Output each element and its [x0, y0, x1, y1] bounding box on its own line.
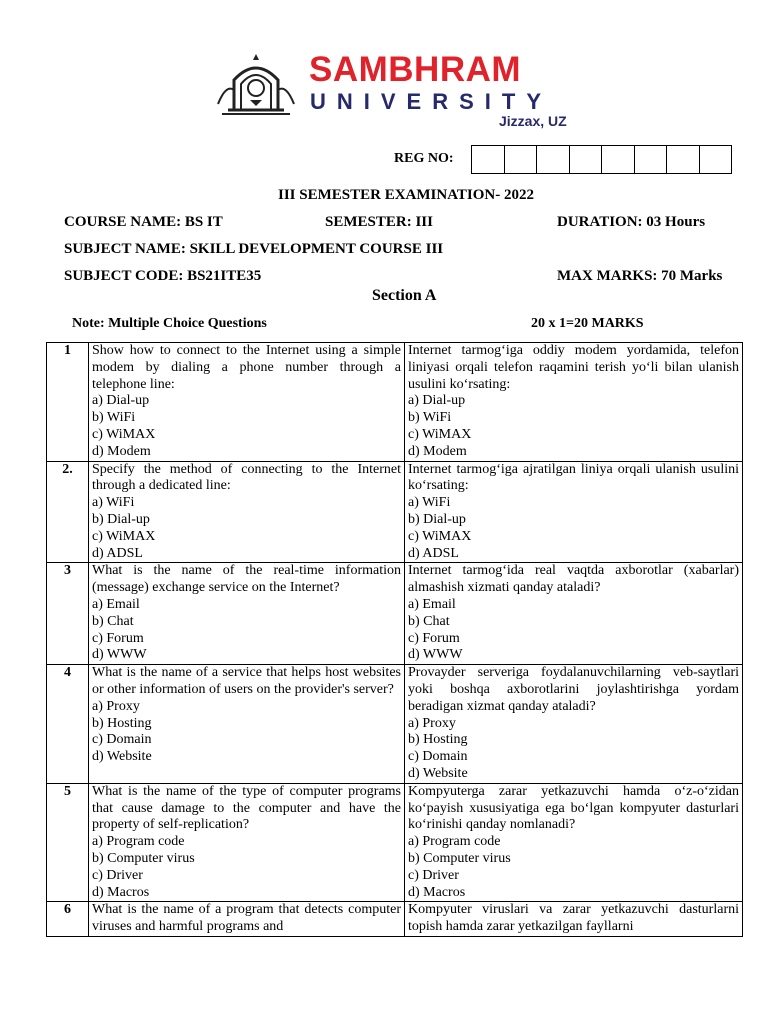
- option: a) WiFi: [408, 495, 451, 511]
- question-text: Show how to connect to the Internet using a simple modem by dialing a phone number through a telephone line:: [92, 343, 401, 392]
- question-uzbek: [405, 902, 743, 937]
- subject-name: SUBJECT NAME: SKILL DEVELOPMENT COURSE III: [64, 241, 444, 257]
- exam-title: III SEMESTER EXAMINATION- 2022: [278, 187, 535, 203]
- table-row: [47, 902, 743, 937]
- question-text: Internet tarmog‘iga ajratilgan liniya orqali ulanish usulini ko‘rsating:: [408, 461, 739, 494]
- question-number: 6: [47, 902, 89, 937]
- question-text: Kompyuter viruslari va zarar yetkazuvchi dasturlarni topish hamda zarar yetkazilgan fayllarni: [408, 902, 739, 935]
- question-english: [89, 343, 405, 462]
- option: c) Forum: [408, 630, 460, 646]
- question-text: Specify the method of connecting to the Internet through a dedicated line:: [92, 461, 401, 494]
- option: a) Program code: [92, 834, 185, 850]
- question-text: Internet tarmog‘ida real vaqtda axborotlar (xabarlar) almashish xizmati qanday ataladi?: [408, 563, 739, 596]
- questions-table: [46, 342, 743, 937]
- option: c) WiMAX: [92, 426, 156, 442]
- option: b) Dial-up: [92, 511, 150, 527]
- university-location: Jizzax, UZ: [499, 113, 567, 129]
- option: a) Dial-up: [408, 393, 466, 409]
- question-text: What is the name of the real-time information (message) exchange service on the Internet?: [92, 563, 401, 596]
- option: b) WiFi: [92, 410, 136, 426]
- question-uzbek: [405, 783, 743, 902]
- option: b) WiFi: [408, 410, 452, 426]
- option: d) ADSL: [92, 545, 143, 561]
- option: c) Domain: [408, 749, 468, 765]
- question-number: 4: [47, 665, 89, 784]
- option: a) Proxy: [408, 715, 456, 731]
- option: a) Email: [408, 596, 456, 612]
- option: c) Driver: [92, 867, 143, 883]
- university-emblem-icon: [214, 54, 298, 116]
- question-text: What is the name of a service that helps host websites or other information of users on the provider's server?: [92, 665, 401, 697]
- option: b) Hosting: [408, 732, 468, 748]
- duration: DURATION: 03 Hours: [557, 214, 706, 230]
- table-row: [47, 343, 743, 462]
- option: c) WiMAX: [92, 528, 156, 544]
- question-uzbek: [405, 563, 743, 665]
- reg-no-box[interactable]: [635, 146, 668, 173]
- course-name: COURSE NAME: BS IT: [64, 214, 223, 230]
- reg-no-box[interactable]: [667, 146, 700, 173]
- option: b) Chat: [92, 613, 134, 629]
- option: d) Modem: [408, 443, 467, 459]
- table-row: [47, 461, 743, 563]
- section-title: Section A: [372, 287, 437, 304]
- note-text: Note: Multiple Choice Questions: [72, 316, 267, 331]
- question-text: Provayder serveriga foydalanuvchilarning veb-saytlari yoki boshqa axborotlarini joylashtirishga yordam beradigan xizmat qanday ataladi?: [408, 665, 739, 714]
- option: b) Chat: [408, 613, 450, 629]
- reg-no-box[interactable]: [570, 146, 603, 173]
- question-number: 2.: [47, 461, 89, 563]
- reg-no-box[interactable]: [602, 146, 635, 173]
- question-text: What is the name of a program that detects computer viruses and harmful programs and: [92, 902, 401, 935]
- option: c) WiMAX: [408, 528, 472, 544]
- option: d) ADSL: [408, 545, 459, 561]
- question-text: What is the name of the type of computer programs that cause damage to the computer and have the property of self-replication?: [92, 783, 401, 833]
- marks-scheme: 20 x 1=20 MARKS: [531, 316, 644, 331]
- option: c) Forum: [92, 630, 144, 646]
- university-subtitle: UNIVERSITY: [310, 89, 553, 114]
- option: a) WiFi: [92, 495, 135, 511]
- reg-no-box[interactable]: [537, 146, 570, 173]
- option: b) Computer virus: [92, 850, 195, 866]
- option: d) WWW: [92, 647, 147, 663]
- question-number: 3: [47, 563, 89, 665]
- question-english: [89, 665, 405, 784]
- table-row: [47, 563, 743, 665]
- option: d) Website: [92, 749, 152, 765]
- option: a) Program code: [408, 834, 501, 850]
- option: b) Computer virus: [408, 850, 511, 866]
- reg-no-boxes[interactable]: [471, 145, 732, 174]
- question-number: 1: [47, 343, 89, 462]
- option: b) Dial-up: [408, 511, 466, 527]
- option: a) Email: [92, 596, 140, 612]
- question-english: [89, 902, 405, 937]
- option: d) WWW: [408, 647, 463, 663]
- table-row: [47, 665, 743, 784]
- reg-no-box[interactable]: [505, 146, 538, 173]
- university-logo: [214, 52, 584, 132]
- university-name: SAMBHRAM: [309, 50, 522, 89]
- option: d) Modem: [92, 443, 151, 459]
- question-number: 5: [47, 783, 89, 902]
- option: a) Proxy: [92, 698, 140, 714]
- question-uzbek: [405, 665, 743, 784]
- reg-no-label: REG NO:: [394, 151, 454, 166]
- table-row: [47, 783, 743, 902]
- option: c) WiMAX: [408, 426, 472, 442]
- option: d) Macros: [92, 884, 150, 900]
- question-uzbek: [405, 343, 743, 462]
- option: b) Hosting: [92, 715, 152, 731]
- option: c) Domain: [92, 732, 152, 748]
- option: c) Driver: [408, 867, 459, 883]
- reg-no-box[interactable]: [700, 146, 732, 173]
- question-english: [89, 461, 405, 563]
- subject-code: SUBJECT CODE: BS21ITE35: [64, 268, 262, 284]
- question-uzbek: [405, 461, 743, 563]
- question-text: Kompyuterga zarar yetkazuvchi hamda o‘z-o‘zidan ko‘payish xususiyatiga ega bo‘lgan kompyuter dasturlari ko‘rinishi qanday nomlanadi?: [408, 783, 739, 833]
- option: d) Macros: [408, 884, 466, 900]
- option: a) Dial-up: [92, 393, 150, 409]
- max-marks: MAX MARKS: 70 Marks: [557, 268, 723, 284]
- question-text: Internet tarmog‘iga oddiy modem yordamida, telefon liniyasi orqali telefon raqamini terish yo‘li bilan ulanish usulini ko‘rsating:: [408, 343, 739, 392]
- reg-no-box[interactable]: [472, 146, 505, 173]
- option: d) Website: [408, 765, 468, 781]
- question-english: [89, 783, 405, 902]
- question-english: [89, 563, 405, 665]
- semester: SEMESTER: III: [325, 214, 433, 230]
